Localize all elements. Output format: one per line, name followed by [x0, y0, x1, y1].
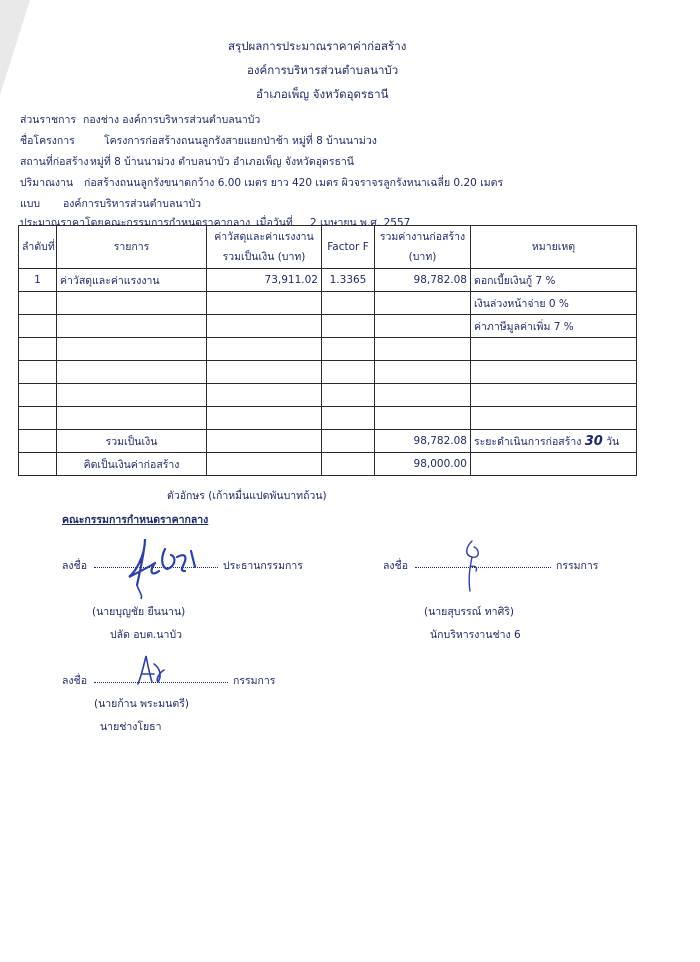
remark-advance: เงินล่วงหน้าจ่าย 0 %	[471, 292, 637, 315]
duration-cell	[471, 430, 637, 453]
chair-signature-icon	[115, 527, 215, 602]
sum-value: 98,782.08	[375, 430, 471, 453]
design-label: แบบ	[20, 198, 41, 210]
project-value: โครงการก่อสร้างถนนลูกรังสายแยกป่าช้า หมู่ที่ 8 บ้านนาม่วง	[104, 135, 377, 147]
sum-row	[19, 430, 637, 453]
row1-material-labor: 73,911.02	[207, 269, 322, 292]
site-label: สถานที่ก่อสร้าง	[20, 156, 89, 168]
row1-remark: ดอกเบี้ยเงินกู้ 7 %	[471, 269, 637, 292]
agency-value: กองช่าง องค์การบริหารส่วนตำบลนาบัว	[83, 114, 261, 126]
date-value: 2 เมษายน พ.ศ. 2557	[310, 217, 411, 229]
table-row	[19, 315, 637, 338]
chair-role: ประธานกรรมการ	[223, 560, 303, 572]
work-label: ปริมาณงาน	[20, 177, 74, 189]
project-label: ชื่อโครงการ	[20, 135, 75, 147]
duration-label: ระยะดำเนินการก่อสร้าง	[474, 435, 582, 448]
final-label: คิดเป็นเงินค่าก่อสร้าง	[57, 453, 207, 476]
chair-position: ปลัด อบต.นาบัว	[110, 629, 183, 641]
table-row	[19, 384, 637, 407]
header-factor: Factor F	[322, 226, 375, 269]
chair-name: (นายบุญชัย ยืนนาน)	[92, 606, 186, 618]
member2-role: กรรมการ	[233, 675, 276, 687]
member1-sign-label: ลงชื่อ	[383, 560, 408, 572]
remark-vat: ค่าภาษีมูลค่าเพิ่ม 7 %	[471, 315, 637, 338]
header-no: ลำดับที่	[19, 226, 57, 269]
duration-value: 30	[584, 433, 603, 449]
final-value: 98,000.00	[375, 453, 471, 476]
district-name: อำเภอเพ็ญ จังหวัดอุดรธานี	[256, 87, 389, 101]
row1-no: 1	[19, 269, 57, 292]
sum-label: รวมเป็นเงิน	[57, 430, 207, 453]
duration-unit: วัน	[606, 435, 620, 448]
estimator-label: ประมาณราคาโดย	[20, 217, 104, 229]
member2-name: (นายก้าน พระมนตรี)	[94, 698, 189, 710]
amount-in-words: ตัวอักษร (เก้าหมื่นแปดพันบาทถ้วน)	[167, 490, 327, 502]
estimate-table	[18, 225, 637, 476]
document-title: สรุปผลการประมาณราคาค่าก่อสร้าง	[228, 39, 407, 53]
table-header-row	[19, 226, 637, 269]
table-row	[19, 269, 637, 292]
table-row	[19, 338, 637, 361]
member1-position: นักบริหารงานช่าง 6	[430, 629, 521, 641]
table-row	[19, 292, 637, 315]
table-row	[19, 407, 637, 430]
member2-sign-label: ลงชื่อ	[62, 675, 87, 687]
row1-total: 98,782.08	[375, 269, 471, 292]
header-material-labor: ค่าวัสดุและค่าแรงงาน รวมเป็นเงิน (บาท)	[207, 226, 322, 269]
design-value: องค์การบริหารส่วนตำบลนาบัว	[63, 198, 202, 210]
header-remark: หมายเหตุ	[471, 226, 637, 269]
site-value: หมู่ที่ 8 บ้านนาม่วง ตำบลนาบัว อำเภอเพ็ญ จังหวัดอุดรธานี	[90, 156, 354, 168]
committee-heading: คณะกรรมการกำหนดราคากลาง	[62, 514, 209, 526]
member1-role: กรรมการ	[556, 560, 599, 572]
row1-factor: 1.3365	[322, 269, 375, 292]
member1-signature-icon	[452, 537, 492, 595]
estimator-value: คณะกรรมการกำหนดราคากลาง	[104, 217, 251, 229]
work-value: ก่อสร้างถนนลูกรังขนาดกว้าง 6.00 เมตร ยาว 420 เมตร ผิวจราจรลูกรังหนาเฉลี่ย 0.20 เมตร	[84, 177, 504, 189]
row1-item: ค่าวัสดุและค่าแรงงาน	[57, 269, 207, 292]
organization-name: องค์การบริหารส่วนตำบลนาบัว	[247, 63, 399, 77]
chair-sign-label: ลงชื่อ	[62, 560, 87, 572]
agency-label: ส่วนราชการ	[20, 114, 77, 126]
page-corner-shadow	[0, 0, 30, 95]
member2-signature-icon	[132, 650, 172, 690]
member2-position: นายช่างโยธา	[100, 721, 162, 733]
final-row	[19, 453, 637, 476]
table-row	[19, 361, 637, 384]
header-total: รวมค่างานก่อสร้าง (บาท)	[375, 226, 471, 269]
header-item: รายการ	[57, 226, 207, 269]
date-label: เมื่อวันที่	[256, 217, 293, 229]
member1-name: (นายสุบรรณ์ ทาศิริ)	[424, 606, 514, 618]
